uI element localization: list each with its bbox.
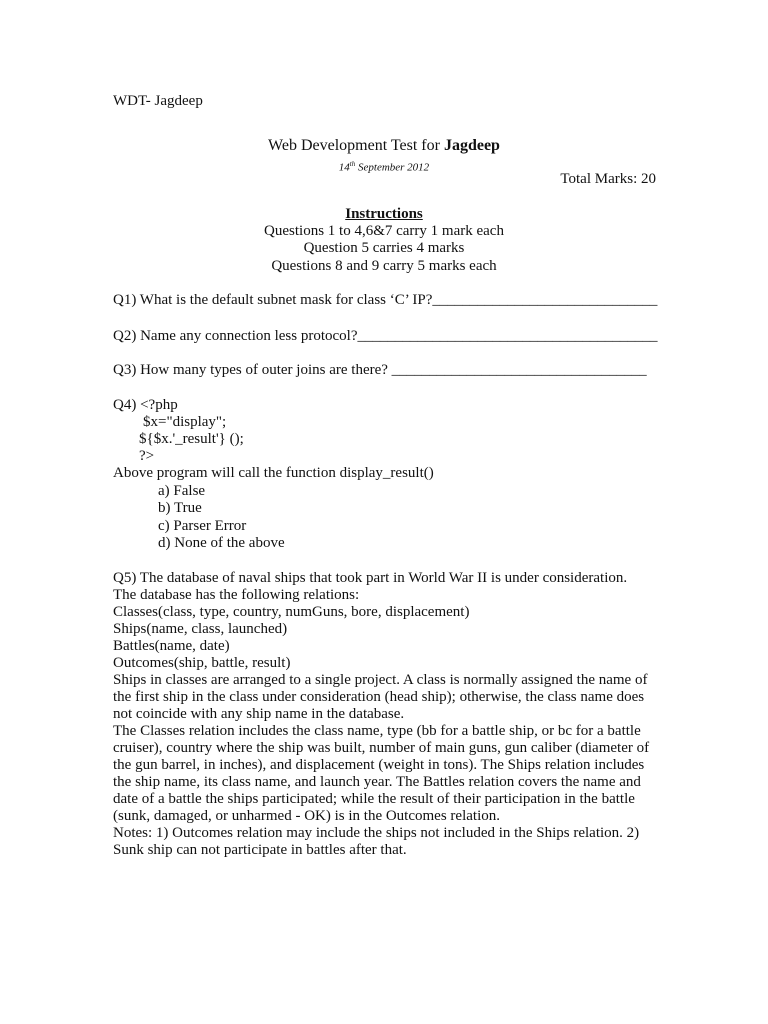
instructions-heading: Instructions bbox=[345, 206, 423, 222]
instruction-line: Questions 1 to 4,6&7 carry 1 mark each bbox=[264, 223, 504, 239]
question-3: Q3) How many types of outer joins are there? __________________________________ bbox=[113, 362, 647, 378]
relation-battles: Battles(name, date) bbox=[113, 638, 230, 654]
question-4-label: Q4) <?php bbox=[113, 397, 178, 413]
question-1: Q1) What is the default subnet mask for class ‘C’ IP?______________________________ bbox=[113, 292, 658, 308]
total-marks: Total Marks: 20 bbox=[560, 171, 656, 187]
header-label: WDT- Jagdeep bbox=[113, 93, 203, 109]
question-5-intro: Q5) The database of naval ships that took part in World War II is under consideration. bbox=[113, 570, 628, 586]
code-line: $x="display"; bbox=[143, 414, 227, 430]
option-a: a) False bbox=[158, 483, 206, 499]
instruction-line: Questions 8 and 9 carry 5 marks each bbox=[271, 258, 497, 274]
question-5-description bbox=[113, 672, 658, 859]
relation-ships: Ships(name, class, launched) bbox=[113, 621, 288, 637]
date-day: 14 bbox=[338, 161, 350, 174]
paragraph: Ships in classes are arranged to a single project. A class is normally assigned the name of the first ship in the class under consideration (head ship); otherwise, the class name does not coincide with any ship name in the database. bbox=[113, 672, 648, 722]
option-b: b) True bbox=[158, 500, 202, 516]
question-5-line: The database has the following relations: bbox=[113, 587, 360, 603]
option-c: c) Parser Error bbox=[158, 518, 247, 534]
date-month-year: September 2012 bbox=[355, 161, 430, 174]
relation-classes: Classes(class, type, country, numGuns, bore, displacement) bbox=[113, 604, 470, 620]
paragraph: The Classes relation includes the class name, type (bb for a battle ship, or bc for a battle cruiser), country where the ship was built, number of main guns, gun caliber (diameter of the gun barrel, in inches), and displacement (weight in tons). The Ships relation includes the ship name, its class name, and launch year. The Battles relation covers the name and date of a battle the ships participated; while the result of their participation in the battle (sunk, damaged, or unharmed - OK) is in the Outcomes relation. bbox=[113, 723, 650, 824]
date-suffix: th bbox=[349, 160, 356, 168]
question-2: Q2) Name any connection less protocol?________________________________________ bbox=[113, 328, 658, 344]
code-line: ?> bbox=[139, 448, 155, 464]
relation-outcomes: Outcomes(ship, battle, result) bbox=[113, 655, 291, 671]
page-title bbox=[0, 137, 768, 154]
title-name: Jagdeep bbox=[443, 137, 500, 154]
title-prefix: Web Development Test for bbox=[268, 137, 444, 154]
code-line: ${$x.'_result'} (); bbox=[139, 431, 244, 447]
instruction-line: Question 5 carries 4 marks bbox=[303, 240, 465, 256]
option-d: d) None of the above bbox=[158, 535, 285, 551]
paragraph: Notes: 1) Outcomes relation may include the ships not included in the Ships relation. 2) Sunk ship can not participate in battles after that. bbox=[113, 825, 640, 858]
question-4-statement: Above program will call the function display_result() bbox=[113, 465, 434, 481]
